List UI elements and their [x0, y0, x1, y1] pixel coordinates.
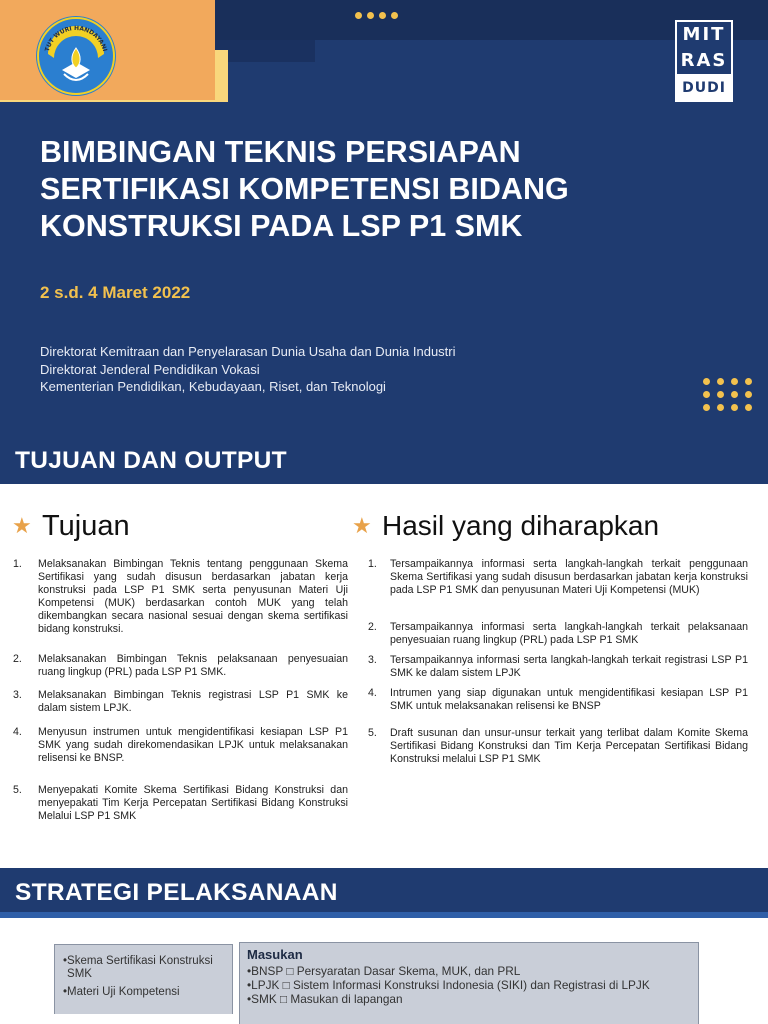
column-heading: Tujuan: [42, 509, 130, 542]
list-item: 5. Draft susunan dan unsur-unsur terkait yang terlibat dalam Komite Skema Sertifikasi Bidang Konstruksi dan Tim Kerja Percepatan Sertifikasi Bidang Konstruksi melalui LSP P1 SMK: [368, 727, 748, 765]
section-title: TUJUAN DAN OUTPUT: [15, 447, 287, 474]
strategy-entry: • Skema Sertifikasi Konstruksi SMK: [63, 955, 213, 980]
bullet-icon: •: [247, 978, 252, 992]
list-item: 4. Intrumen yang siap digunakan untuk mengidentifikasi kesiapan LSP P1 SMK untuk melaksanakan relisensi ke BNSP: [368, 687, 748, 712]
brand-line-2: RAS: [677, 48, 731, 74]
section-title: STRATEGI PELAKSANAAN: [15, 879, 338, 906]
column-header: [352, 505, 752, 547]
strategy-entry: • LPJK □ Sistem Informasi Konstruksi Indonesia (SIKI) dan Registrasi di LPJK: [247, 978, 650, 992]
decor-dots-grid: [703, 378, 752, 411]
title-banner: [0, 0, 768, 440]
strategy-entry: • BNSP □ Persyaratan Dasar Skema, MUK, dan PRL: [247, 964, 521, 978]
organization-block: [40, 343, 456, 396]
list-item: 2. Melaksanakan Bimbingan Teknis pelaksanaan penyesuaian ruang lingkup (PRL) pada LSP P1 SMK.: [13, 653, 348, 678]
star-icon: ★: [352, 513, 372, 538]
org-line: Kementerian Pendidikan, Kebudayaan, Riset, dan Teknologi: [40, 379, 386, 394]
mitras-dudi-logo: [675, 20, 733, 102]
strategy-entry: • Materi Uji Kompetensi: [63, 986, 180, 998]
bullet-icon: •: [247, 964, 252, 978]
box-heading: Masukan: [247, 947, 303, 962]
star-icon: ★: [12, 513, 32, 538]
logo-motto: TUT WURI HANDAYANI: [43, 24, 109, 53]
org-line: Direktorat Jenderal Pendidikan Vokasi: [40, 361, 260, 377]
section-bar-strategi: [0, 868, 768, 918]
strategy-box-input: [54, 944, 233, 1014]
brand-line-1: MIT: [677, 22, 731, 48]
list-item: 2. Tersampaikannya informasi serta langkah-langkah terkait pelaksanaan penyesuaian ruang lingkup (PRL) pada LSP P1 SMK: [368, 621, 748, 646]
list-item: 3. Tersampaikannya informasi serta langkah-langkah terkait registrasi LSP P1 SMK ke dalam sistem LPJK: [368, 654, 748, 679]
org-line: Direktorat Kemitraan dan Penyelarasan Dunia Usaha dan Dunia Industri: [40, 344, 456, 359]
list-item: 4. Menyusun instrumen untuk mengidentifikasi kesiapan LSP P1 SMK yang sudah direkomendasikan LPJK untuk melaksanakan relisensi ke BNSP.: [13, 726, 348, 764]
tujuan-column: [12, 505, 352, 822]
decor-block: [215, 40, 315, 62]
list-item: 3. Melaksanakan Bimbingan Teknis registrasi LSP P1 SMK ke dalam sistem LPJK.: [13, 689, 348, 714]
brand-line-3: DUDI: [677, 76, 731, 100]
decor-dots-top: [355, 12, 398, 19]
strategy-entry: • SMK □ Masukan di lapangan: [247, 992, 403, 1006]
section-bar-tujuan-output: [0, 440, 768, 484]
list-item: 5. Menyepakati Komite Skema Sertifikasi Bidang Konstruksi dan menyepakati Tim Kerja Percepatan Sertifikasi Bidang Konstruksi Melalui LSP P1 SMK: [13, 784, 348, 822]
bullet-icon: •: [63, 986, 68, 998]
column-header: [12, 505, 352, 547]
event-date: 2 s.d. 4 Maret 2022: [40, 283, 191, 302]
bullet-icon: •: [63, 955, 68, 967]
tut-wuri-handayani-logo: [34, 14, 118, 98]
list-item: 1. Tersampaikannya informasi serta langkah-langkah terkait penggunaan Skema Sertifikasi yang sudah disusun berdasarkan jabatan kerja konstruksi pada LSP P1 SMK dan penyusunan Materi Uji Kompetensi (MUK): [368, 558, 748, 596]
section-accent: [0, 912, 768, 918]
list-item: 1. Melaksanakan Bimbingan Teknis tentang penggunaan Skema Sertifikasi yang sudah disusun berdasarkan jabatan kerja konstruksi pada LSP P1 SMK serta penyusunan Materi Uji Kompetensi (MUK) berdasarkan contoh MUK yang telah dikembangkan secara nasional sesuai dengan skema sertifikasi bidang konstruksi.: [13, 558, 348, 635]
strategy-box-masukan: [239, 942, 699, 1024]
page-title: BIMBINGAN TEKNIS PERSIAPAN SERTIFIKASI KOMPETENSI BIDANG KONSTRUKSI PADA LSP P1 SMK: [40, 135, 569, 243]
column-heading: Hasil yang diharapkan: [382, 510, 660, 541]
hasil-column: [352, 505, 752, 765]
bullet-icon: •: [247, 992, 252, 1006]
